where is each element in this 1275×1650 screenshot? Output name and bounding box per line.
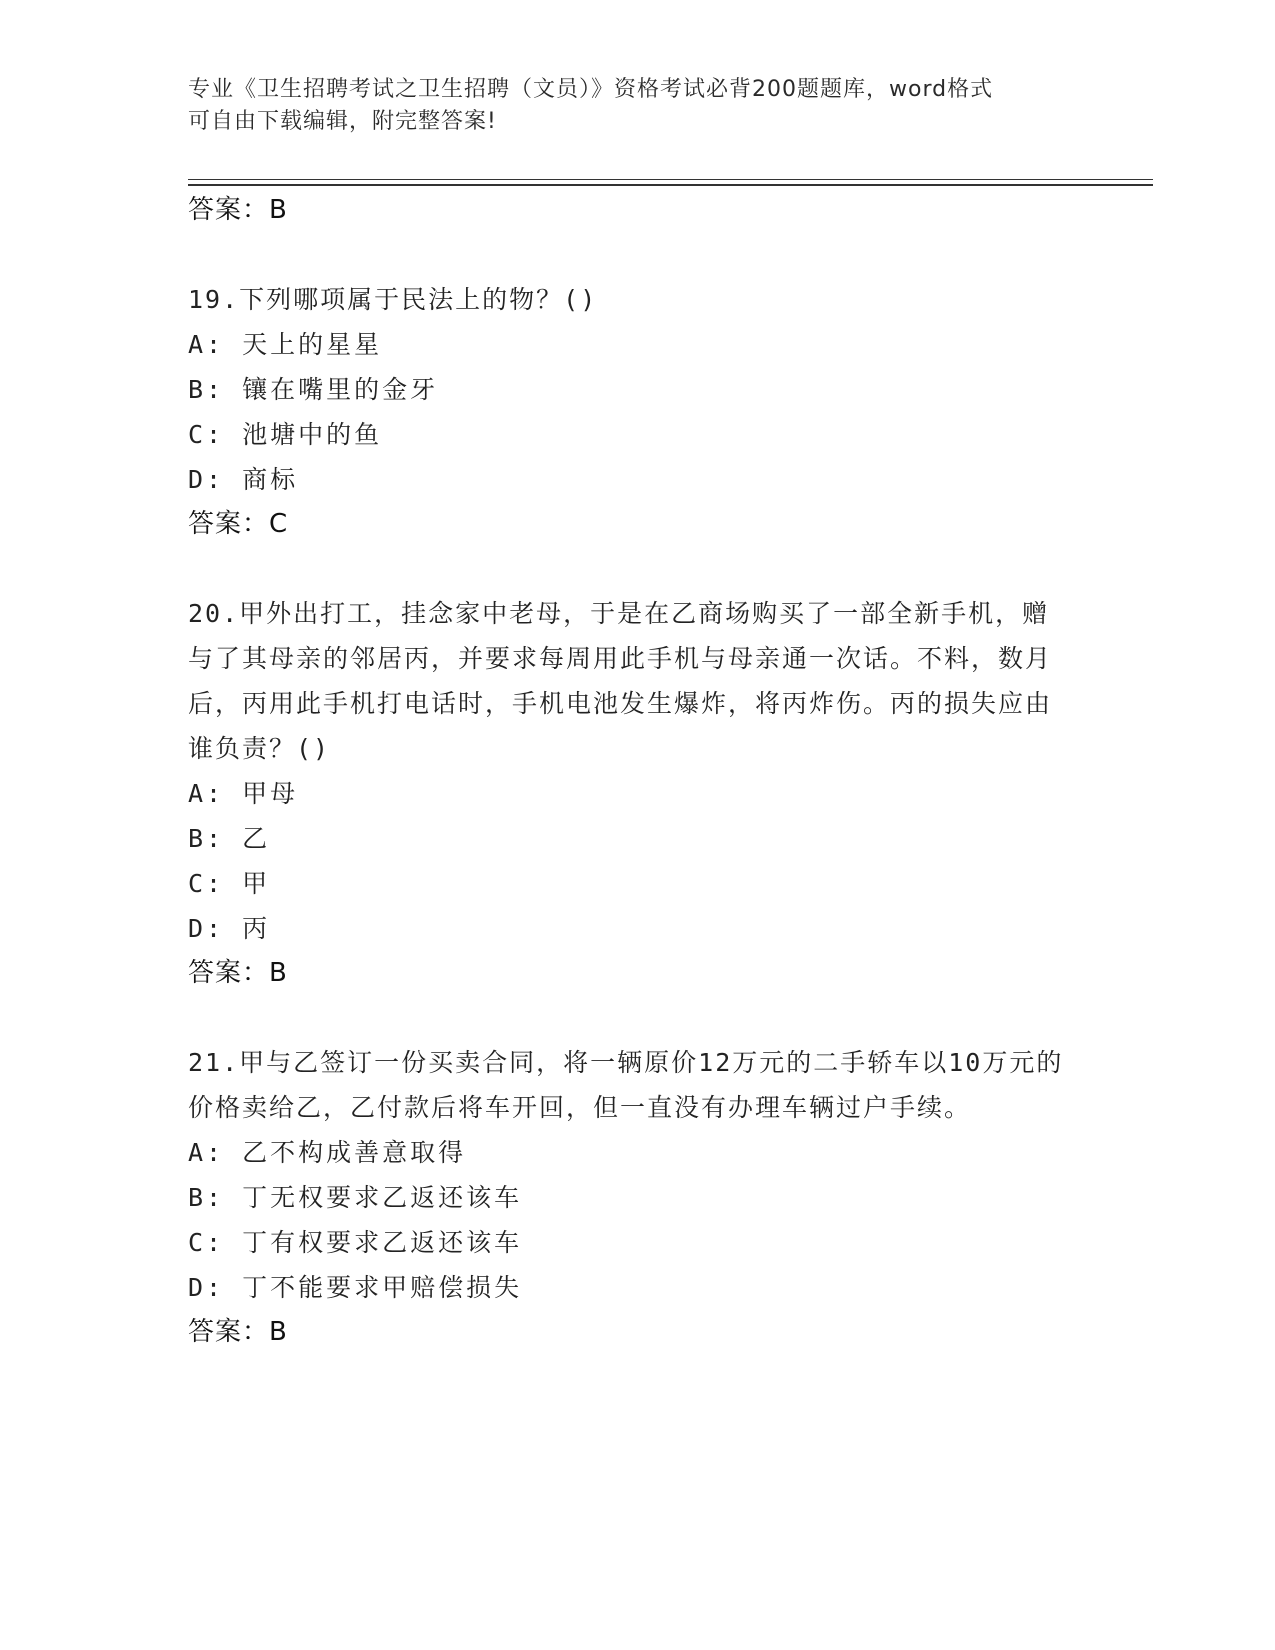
option-b: B: 乙 [188, 824, 271, 853]
question-21 [188, 1040, 1068, 1354]
option-a: A: 天上的星星 [188, 330, 383, 359]
question-stem: 21.甲与乙签订一份买卖合同，将一辆原价12万元的二手轿车以10万元的价格卖给乙，乙付款后将车开回，但一直没有办理车辆过户手续。 [188, 1048, 1064, 1122]
header-line-2: 可自由下载编辑，附完整答案! [188, 109, 497, 134]
question-19 [188, 277, 1068, 546]
spacer [188, 995, 1068, 1040]
question-list [188, 188, 1068, 1354]
option-d: D: 商标 [188, 465, 299, 494]
answer-line: 答案：B [188, 1317, 288, 1347]
spacer [188, 232, 1068, 277]
previous-answer: 答案：B [188, 195, 288, 225]
document-header [188, 74, 1068, 138]
option-d: D: 丁不能要求甲赔偿损失 [188, 1273, 523, 1302]
option-b: B: 镶在嘴里的金牙 [188, 375, 439, 404]
option-c: C: 池塘中的鱼 [188, 420, 383, 449]
option-d: D: 丙 [188, 914, 271, 943]
header-divider-thick [188, 184, 1153, 186]
option-c: C: 甲 [188, 869, 271, 898]
answer-line: 答案：C [188, 509, 289, 539]
question-stem: 20.甲外出打工，挂念家中老母，于是在乙商场购买了一部全新手机，赠与了其母亲的邻居丙，并要求每周用此手机与母亲通一次话。不料，数月后，丙用此手机打电话时，手机电池发生爆炸，将丙炸伤。丙的损失应由谁负责？() [188, 599, 1053, 763]
option-a: A: 乙不构成善意取得 [188, 1138, 467, 1167]
option-c: C: 丁有权要求乙返还该车 [188, 1228, 523, 1257]
spacer [188, 546, 1068, 591]
question-20 [188, 591, 1068, 995]
answer-line: 答案：B [188, 958, 288, 988]
header-divider-thin [188, 179, 1153, 180]
option-a: A: 甲母 [188, 779, 299, 808]
header-line-1: 专业《卫生招聘考试之卫生招聘（文员）》资格考试必背200题题库，word格式 [188, 77, 994, 102]
question-stem: 19.下列哪项属于民法上的物？() [188, 285, 598, 314]
option-b: B: 丁无权要求乙返还该车 [188, 1183, 523, 1212]
